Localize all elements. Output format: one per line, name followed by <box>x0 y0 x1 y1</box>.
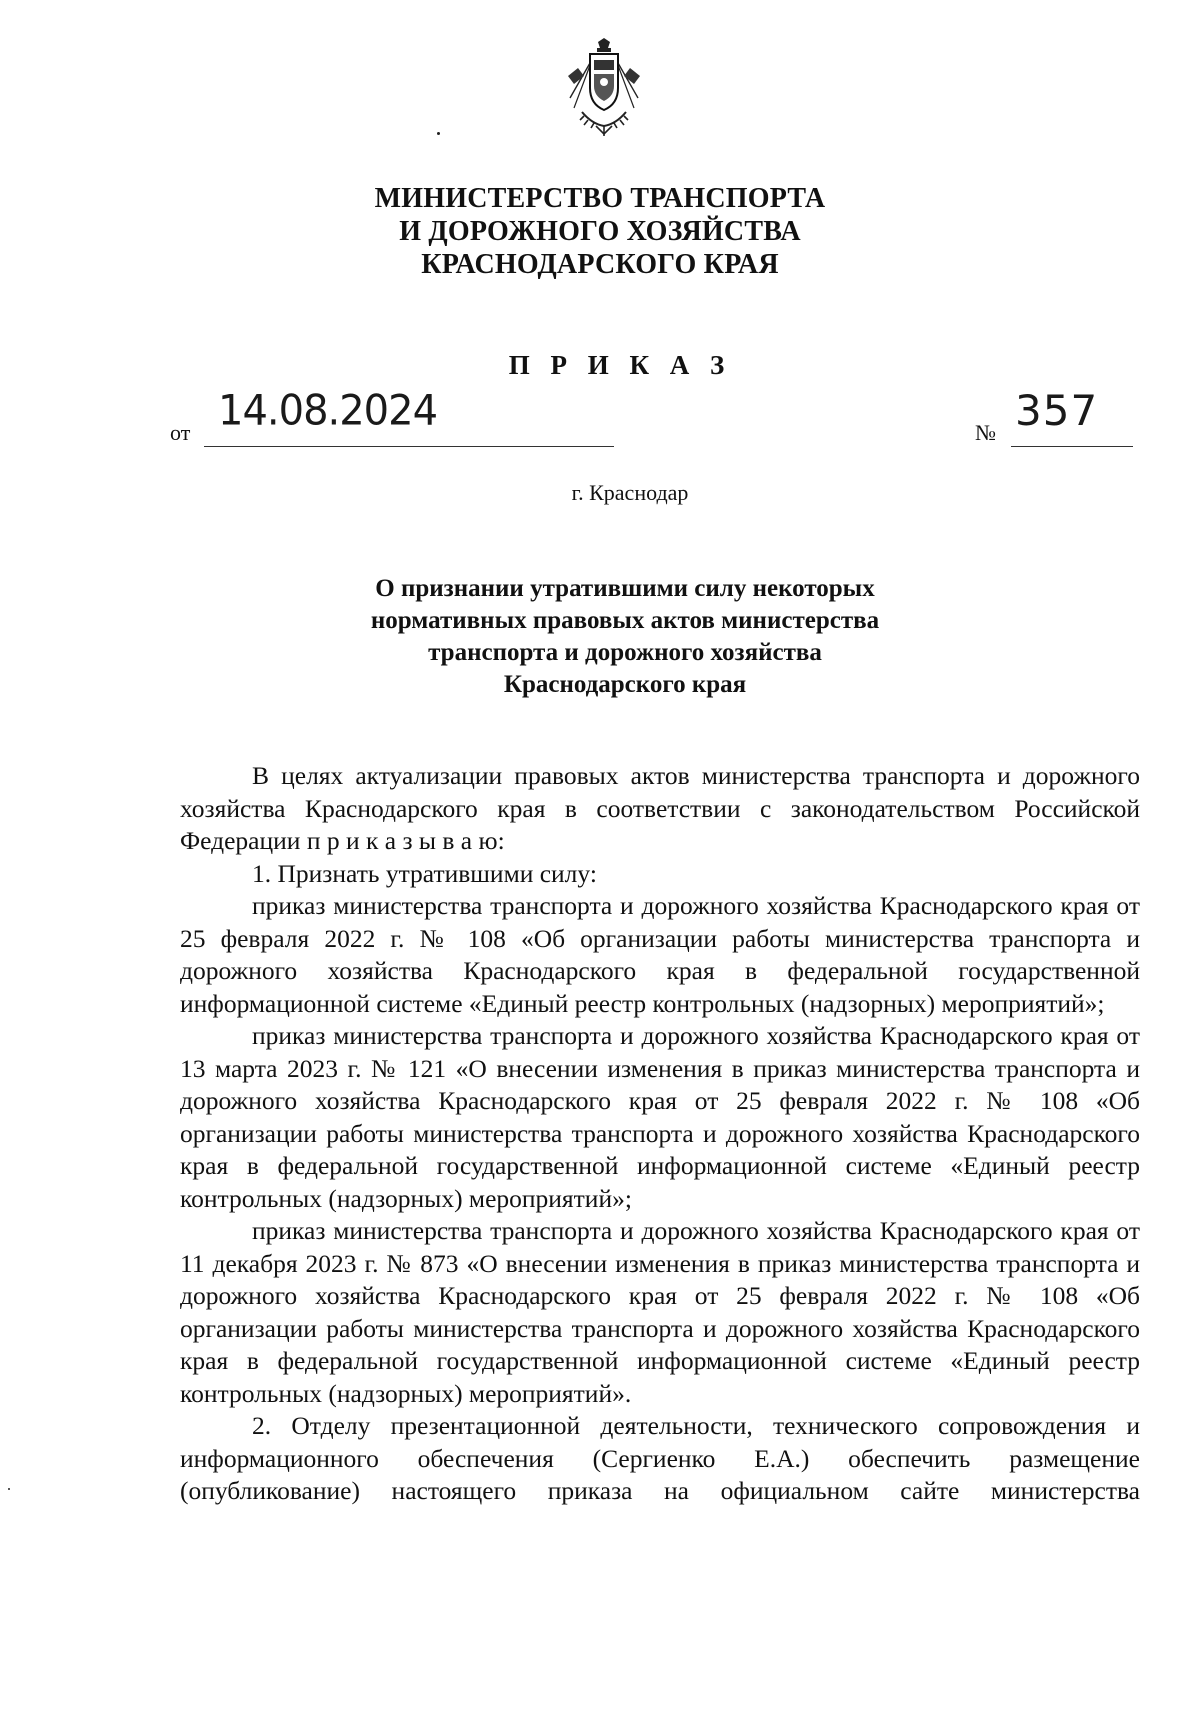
ministry-name-line: МИНИСТЕРСТВО ТРАНСПОРТА <box>374 183 826 214</box>
ministry-name-line: И ДОРОЖНОГО ХОЗЯЙСТВА <box>399 216 801 247</box>
number-underline <box>1011 446 1133 447</box>
preamble-paragraph <box>180 760 1140 858</box>
repealed-act-paragraph: приказ министерства транспорта и дорожного хозяйства Краснодарского края от 25 февраля 2022 г. № 108 «Об организации работы министерства транспорта и дорожного хозяйства Краснодарского края в федеральной государственной информационной системе «Единый реестр контрольных (надзорных) мероприятий»; <box>180 891 1140 1018</box>
subject-line: нормативных правовых актов министерства <box>370 607 880 634</box>
number-prefix: № <box>975 420 996 445</box>
krasnodar-krai-coat-of-arms-icon <box>564 38 644 138</box>
item-2-paragraph: 2. Отделу презентационной деятельности, технического сопровождения и информационного обеспечения (Сергиенко Е.А.) обеспечить размещение (опубликование) настоящего приказа на официальном сайте министерства <box>180 1411 1140 1505</box>
city-of-issue: г. Краснодар <box>571 480 689 505</box>
subject-line: О признании утратившими силу некоторых <box>375 575 875 602</box>
order-subject <box>0 573 1200 701</box>
repealed-act-paragraph: приказ министерства транспорта и дорожного хозяйства Краснодарского края от 11 декабря 2023 г. № 873 «О внесении изменения в приказ министерства транспорта и дорожного хозяйства Краснодарского края от 25 февраля 2022 г. № 108 «Об организации работы министерства транспорта и дорожного хозяйства Краснодарского края в федеральной государственной информационной системе «Единый реестр контрольных (надзорных) мероприятий». <box>180 1216 1140 1408</box>
scan-speck <box>437 132 440 135</box>
ministry-name-line: КРАСНОДАРСКОГО КРАЯ <box>421 249 779 280</box>
coat-of-arms-emblem <box>564 38 644 138</box>
order-body <box>180 760 1140 1508</box>
subject-line: Краснодарского края <box>503 671 747 698</box>
subject-line: транспорта и дорожного хозяйства <box>428 639 822 666</box>
preamble-colon: : <box>497 826 505 855</box>
scan-speck <box>8 1488 10 1490</box>
ministry-name <box>0 182 1200 281</box>
preamble-verb: п р и к а з ы в а ю <box>306 826 498 855</box>
item-1-title: 1. Признать утратившими силу: <box>252 858 597 888</box>
handwritten-date: 14.08.2024 <box>218 386 438 436</box>
preamble-text: В целях актуализации правовых актов министерства транспорта и дорожного хозяйства Краснодарского края в соответствии с законодательством Российской Федерации <box>180 761 1140 855</box>
order-number-field <box>975 388 1135 448</box>
handwritten-number: 357 <box>1015 386 1099 435</box>
date-prefix: от <box>170 420 191 445</box>
document-type-title: П Р И К А З <box>508 350 732 380</box>
repealed-act-paragraph: приказ министерства транспорта и дорожного хозяйства Краснодарского края от 13 марта 2023 г. № 121 «О внесении изменения в приказ министерства транспорта и дорожного хозяйства Краснодарского края от 25 февраля 2022 г. № 108 «Об организации работы министерства транспорта и дорожного хозяйства Краснодарского края в федеральной государственной информационной системе «Единый реестр контрольных (надзорных) мероприятий»; <box>180 1021 1140 1213</box>
date-underline <box>204 446 614 447</box>
